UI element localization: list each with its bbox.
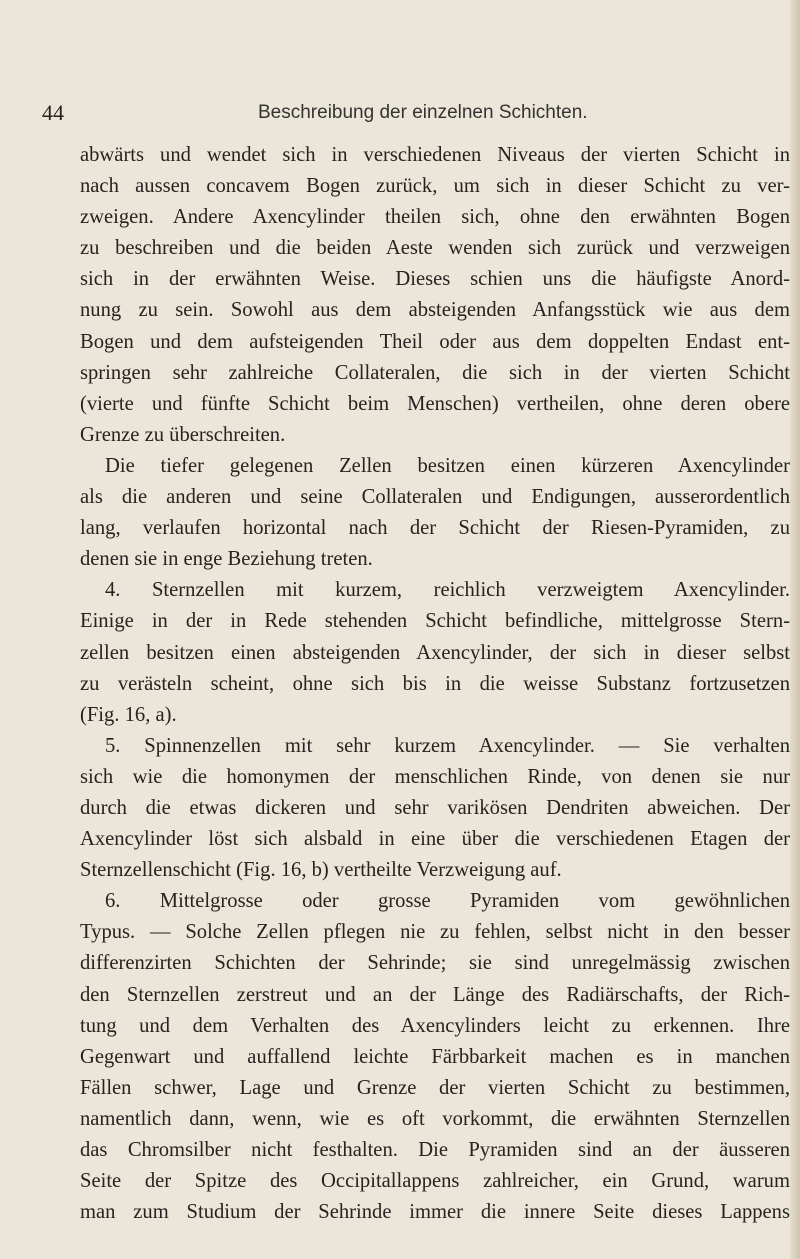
text-line: Einige in der in Rede stehenden Schicht befindliche, mittelgrosse Stern-	[80, 610, 790, 633]
text-line: sich wie die homonymen der menschlichen Rinde, von denen sie nur	[80, 765, 790, 788]
text-line: sich in der erwähnten Weise. Dieses schien uns die häufigste Anord-	[80, 268, 790, 291]
text-line: als die anderen und seine Collateralen und Endigungen, ausserordentlich	[80, 486, 790, 509]
text-line: namentlich dann, wenn, wie es oft vorkommt, die erwähnten Sternzellen	[80, 1107, 790, 1130]
text-line: zellen besitzen einen absteigenden Axencylinder, der sich in dieser selbst	[80, 641, 790, 664]
text-line: zu beschreiben und die beiden Aeste wenden sich zurück und verzweigen	[80, 237, 790, 260]
text-line: Sternzellenschicht (Fig. 16, b) vertheilte Verzweigung auf.	[80, 859, 562, 882]
text-line: Typus. — Solche Zellen pflegen nie zu fehlen, selbst nicht in den besser	[80, 921, 790, 944]
page-edge	[790, 0, 800, 1259]
text-line: das Chromsilber nicht festhalten. Die Pyramiden sind an der äusseren	[80, 1139, 790, 1161]
text-line: 4. Sternzellen mit kurzem, reichlich verzweigtem Axencylinder.	[105, 579, 790, 602]
text-line: Grenze zu überschreiten.	[80, 423, 286, 446]
text-line: Seite der Spitze des Occipitallappens zahlreicher, ein Grund, warum	[80, 1170, 790, 1193]
text-line: Fällen schwer, Lage und Grenze der vierten Schicht zu bestimmen,	[80, 1076, 790, 1099]
text-line: Die tiefer gelegenen Zellen besitzen einen kürzeren Axencylinder	[105, 454, 790, 477]
text-line: nung zu sein. Sowohl aus dem absteigenden Anfangsstück wie aus dem	[80, 299, 790, 322]
text-line: differenzirten Schichten der Sehrinde; sie sind unregelmässig zwischen	[80, 952, 790, 975]
text-line: man zum Studium der Sehrinde immer die innere Seite dieses Lappens	[80, 1201, 790, 1224]
text-line: denen sie in enge Beziehung treten.	[80, 548, 373, 571]
text-line: den Sternzellen zerstreut und an der Länge des Radiärschafts, der Rich-	[80, 983, 790, 1006]
text-line: (Fig. 16, a).	[80, 703, 177, 726]
page-header	[0, 100, 800, 130]
text-line: (vierte und fünfte Schicht beim Menschen) vertheilen, ohne deren obere	[80, 392, 790, 415]
running-head: Beschreibung der einzelnen Schichten.	[258, 102, 588, 123]
text-line: durch die etwas dickeren und sehr varikösen Dendriten abweichen. Der	[80, 796, 790, 819]
text-line: abwärts und wendet sich in verschiedenen Niveaus der vierten Schicht in	[80, 144, 790, 166]
body-text	[80, 140, 790, 1228]
page-number: 44	[42, 100, 64, 125]
text-line: lang, verlaufen horizontal nach der Schicht der Riesen-Pyramiden, zu	[80, 517, 790, 540]
text-line: Axencylinder löst sich alsbald in eine über die verschiedenen Etagen der	[80, 828, 790, 851]
text-line: Bogen und dem aufsteigenden Theil oder aus dem doppelten Endast ent-	[80, 330, 790, 353]
text-line: zu verästeln scheint, ohne sich bis in die weisse Substanz fortzusetzen	[80, 672, 790, 695]
text-line: springen sehr zahlreiche Collateralen, die sich in der vierten Schicht	[80, 361, 790, 384]
text-line: 5. Spinnenzellen mit sehr kurzem Axencylinder. — Sie verhalten	[105, 734, 790, 757]
text-line: nach aussen concavem Bogen zurück, um sich in dieser Schicht zu ver-	[80, 175, 790, 198]
text-line: Gegenwart und auffallend leichte Färbbarkeit machen es in manchen	[80, 1045, 790, 1068]
text-line: tung und dem Verhalten des Axencylinders leicht zu erkennen. Ihre	[80, 1014, 790, 1037]
text-line: zweigen. Andere Axencylinder theilen sich, ohne den erwähnten Bogen	[80, 206, 790, 229]
text-line: 6. Mittelgrosse oder grosse Pyramiden vom gewöhnlichen	[105, 890, 790, 913]
